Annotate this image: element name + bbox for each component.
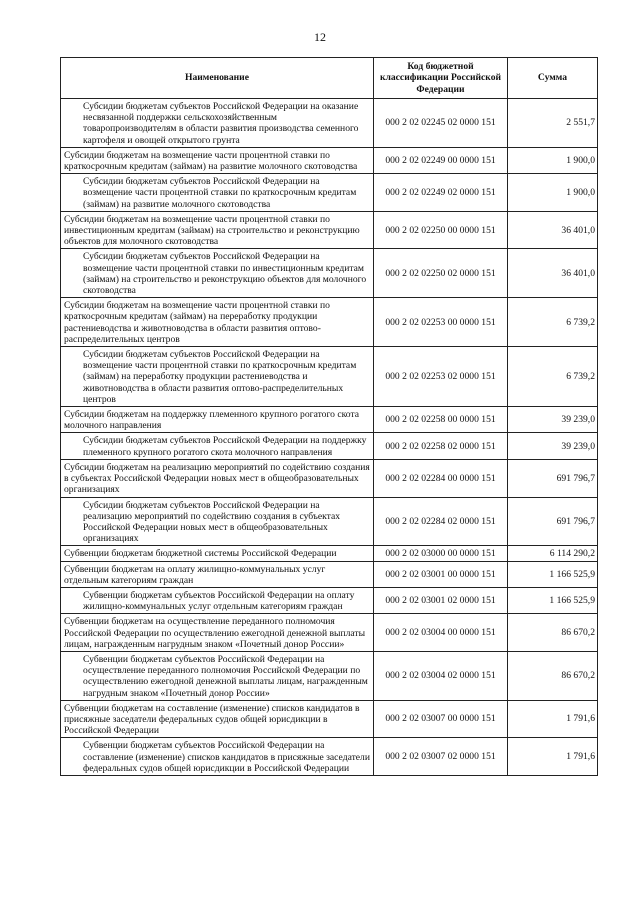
header-name: Наименование — [61, 58, 374, 99]
table-row — [61, 614, 598, 652]
row-sum: 1 166 525,9 — [508, 587, 598, 613]
table-row — [61, 546, 598, 561]
table-row — [61, 497, 598, 546]
row-sum: 39 239,0 — [508, 433, 598, 459]
row-name: Субсидии бюджетам на поддержку племенного крупного рогатого скота молочного направления — [61, 407, 374, 433]
row-sum: 6 114 290,2 — [508, 546, 598, 561]
row-code: 000 2 02 03004 02 0000 151 — [374, 651, 508, 700]
table-row — [61, 347, 598, 407]
row-code: 000 2 02 02284 02 0000 151 — [374, 497, 508, 546]
table-row — [61, 147, 598, 173]
row-sum: 36 401,0 — [508, 211, 598, 249]
table-row — [61, 211, 598, 249]
row-code: 000 2 02 03000 00 0000 151 — [374, 546, 508, 561]
table-row — [61, 459, 598, 497]
row-code: 000 2 02 03001 00 0000 151 — [374, 561, 508, 587]
table-body — [61, 99, 598, 776]
row-code: 000 2 02 02250 00 0000 151 — [374, 211, 508, 249]
row-code: 000 2 02 02253 02 0000 151 — [374, 347, 508, 407]
table-row — [61, 99, 598, 148]
row-name: Субсидии бюджетам субъектов Российской Федерации на возмещение части процентной ставки по краткосрочным кредитам (займам) на развитие молочного скотоводства — [61, 174, 374, 212]
row-name: Субсидии бюджетам на возмещение части процентной ставки по краткосрочным кредитам (займам) на развитие молочного скотоводства — [61, 147, 374, 173]
row-code: 000 2 02 02253 00 0000 151 — [374, 298, 508, 347]
row-code: 000 2 02 02245 02 0000 151 — [374, 99, 508, 148]
row-name: Субсидии бюджетам на возмещение части процентной ставки по инвестиционным кредитам (займам) на строительство и реконструкцию объектов для молочного скотоводства — [61, 211, 374, 249]
row-sum: 36 401,0 — [508, 249, 598, 298]
table-row — [61, 651, 598, 700]
page-number: 12 — [314, 30, 326, 44]
row-code: 000 2 02 02258 00 0000 151 — [374, 407, 508, 433]
row-code: 000 2 02 03007 00 0000 151 — [374, 700, 508, 738]
row-code: 000 2 02 02258 02 0000 151 — [374, 433, 508, 459]
row-sum: 1 791,6 — [508, 738, 598, 776]
table-row — [61, 249, 598, 298]
table-row — [61, 407, 598, 433]
header-sum: Сумма — [508, 58, 598, 99]
row-code: 000 2 02 03001 02 0000 151 — [374, 587, 508, 613]
row-name: Субвенции бюджетам субъектов Российской Федерации на составление (изменение) списков кандидатов в присяжные заседатели федеральных судов общей юрисдикции в Российской Федерации — [61, 738, 374, 776]
row-name: Субсидии бюджетам на реализацию мероприятий по содействию создания в субъектах Российской Федерации новых мест в общеобразовательных организациях — [61, 459, 374, 497]
table-row — [61, 174, 598, 212]
row-name: Субвенции бюджетам на осуществление переданного полномочия Российской Федерации по осуществлению ежегодной денежной выплаты лицам, награжденным нагрудным знаком «Почетный донор России» — [61, 614, 374, 652]
row-name: Субвенции бюджетам субъектов Российской Федерации на оплату жилищно-коммунальных услуг отдельным категориям граждан — [61, 587, 374, 613]
table-row — [61, 738, 598, 776]
row-name: Субвенции бюджетам на составление (изменение) списков кандидатов в присяжные заседатели федеральных судов общей юрисдикции в Российской Федерации — [61, 700, 374, 738]
row-sum: 1 166 525,9 — [508, 561, 598, 587]
row-sum: 86 670,2 — [508, 651, 598, 700]
row-code: 000 2 02 02249 02 0000 151 — [374, 174, 508, 212]
row-name: Субсидии бюджетам субъектов Российской Федерации на возмещение части процентной ставки по краткосрочным кредитам (займам) на переработку продукции растениеводства и животноводства в области развития оптово-распределительных центров — [61, 347, 374, 407]
row-name: Субвенции бюджетам на оплату жилищно-коммунальных услуг отдельным категориям граждан — [61, 561, 374, 587]
budget-table — [60, 57, 598, 776]
row-sum: 2 551,7 — [508, 99, 598, 148]
row-sum: 6 739,2 — [508, 298, 598, 347]
table-row — [61, 298, 598, 347]
table-row — [61, 433, 598, 459]
row-name: Субсидии бюджетам субъектов Российской Федерации на оказание несвязанной поддержки сельскохозяйственным товаропроизводителям в области развития производства семенного картофеля и овощей открытого грунта — [61, 99, 374, 148]
row-sum: 1 900,0 — [508, 147, 598, 173]
row-sum: 691 796,7 — [508, 459, 598, 497]
row-name: Субсидии бюджетам субъектов Российской Федерации на поддержку племенного крупного рогатого скота молочного направления — [61, 433, 374, 459]
table-row — [61, 561, 598, 587]
row-name: Субвенции бюджетам бюджетной системы Российской Федерации — [61, 546, 374, 561]
row-sum: 6 739,2 — [508, 347, 598, 407]
row-sum: 1 900,0 — [508, 174, 598, 212]
table-row — [61, 700, 598, 738]
table-header-row — [61, 58, 598, 99]
row-name: Субсидии бюджетам субъектов Российской Федерации на возмещение части процентной ставки по инвестиционным кредитам (займам) на строительство и реконструкцию объектов для молочного скотоводства — [61, 249, 374, 298]
row-sum: 691 796,7 — [508, 497, 598, 546]
row-sum: 86 670,2 — [508, 614, 598, 652]
row-sum: 1 791,6 — [508, 700, 598, 738]
row-sum: 39 239,0 — [508, 407, 598, 433]
row-code: 000 2 02 03007 02 0000 151 — [374, 738, 508, 776]
row-name: Субсидии бюджетам субъектов Российской Федерации на реализацию мероприятий по содействию создания в субъектах Российской Федерации новых мест в общеобразовательных организациях — [61, 497, 374, 546]
row-name: Субсидии бюджетам на возмещение части процентной ставки по краткосрочным кредитам (займам) на переработку продукции растениеводства и животноводства в области развития оптово-распределительных центров — [61, 298, 374, 347]
row-code: 000 2 02 02250 02 0000 151 — [374, 249, 508, 298]
row-code: 000 2 02 03004 00 0000 151 — [374, 614, 508, 652]
row-code: 000 2 02 02284 00 0000 151 — [374, 459, 508, 497]
row-code: 000 2 02 02249 00 0000 151 — [374, 147, 508, 173]
table-row — [61, 587, 598, 613]
row-name: Субвенции бюджетам субъектов Российской Федерации на осуществление переданного полномочия Российской Федерации по осуществлению ежегодной денежной выплаты лицам, награжденным нагрудным знаком «Почетный донор России» — [61, 651, 374, 700]
header-code: Код бюджетной классификации Российской Федерации — [374, 58, 508, 99]
